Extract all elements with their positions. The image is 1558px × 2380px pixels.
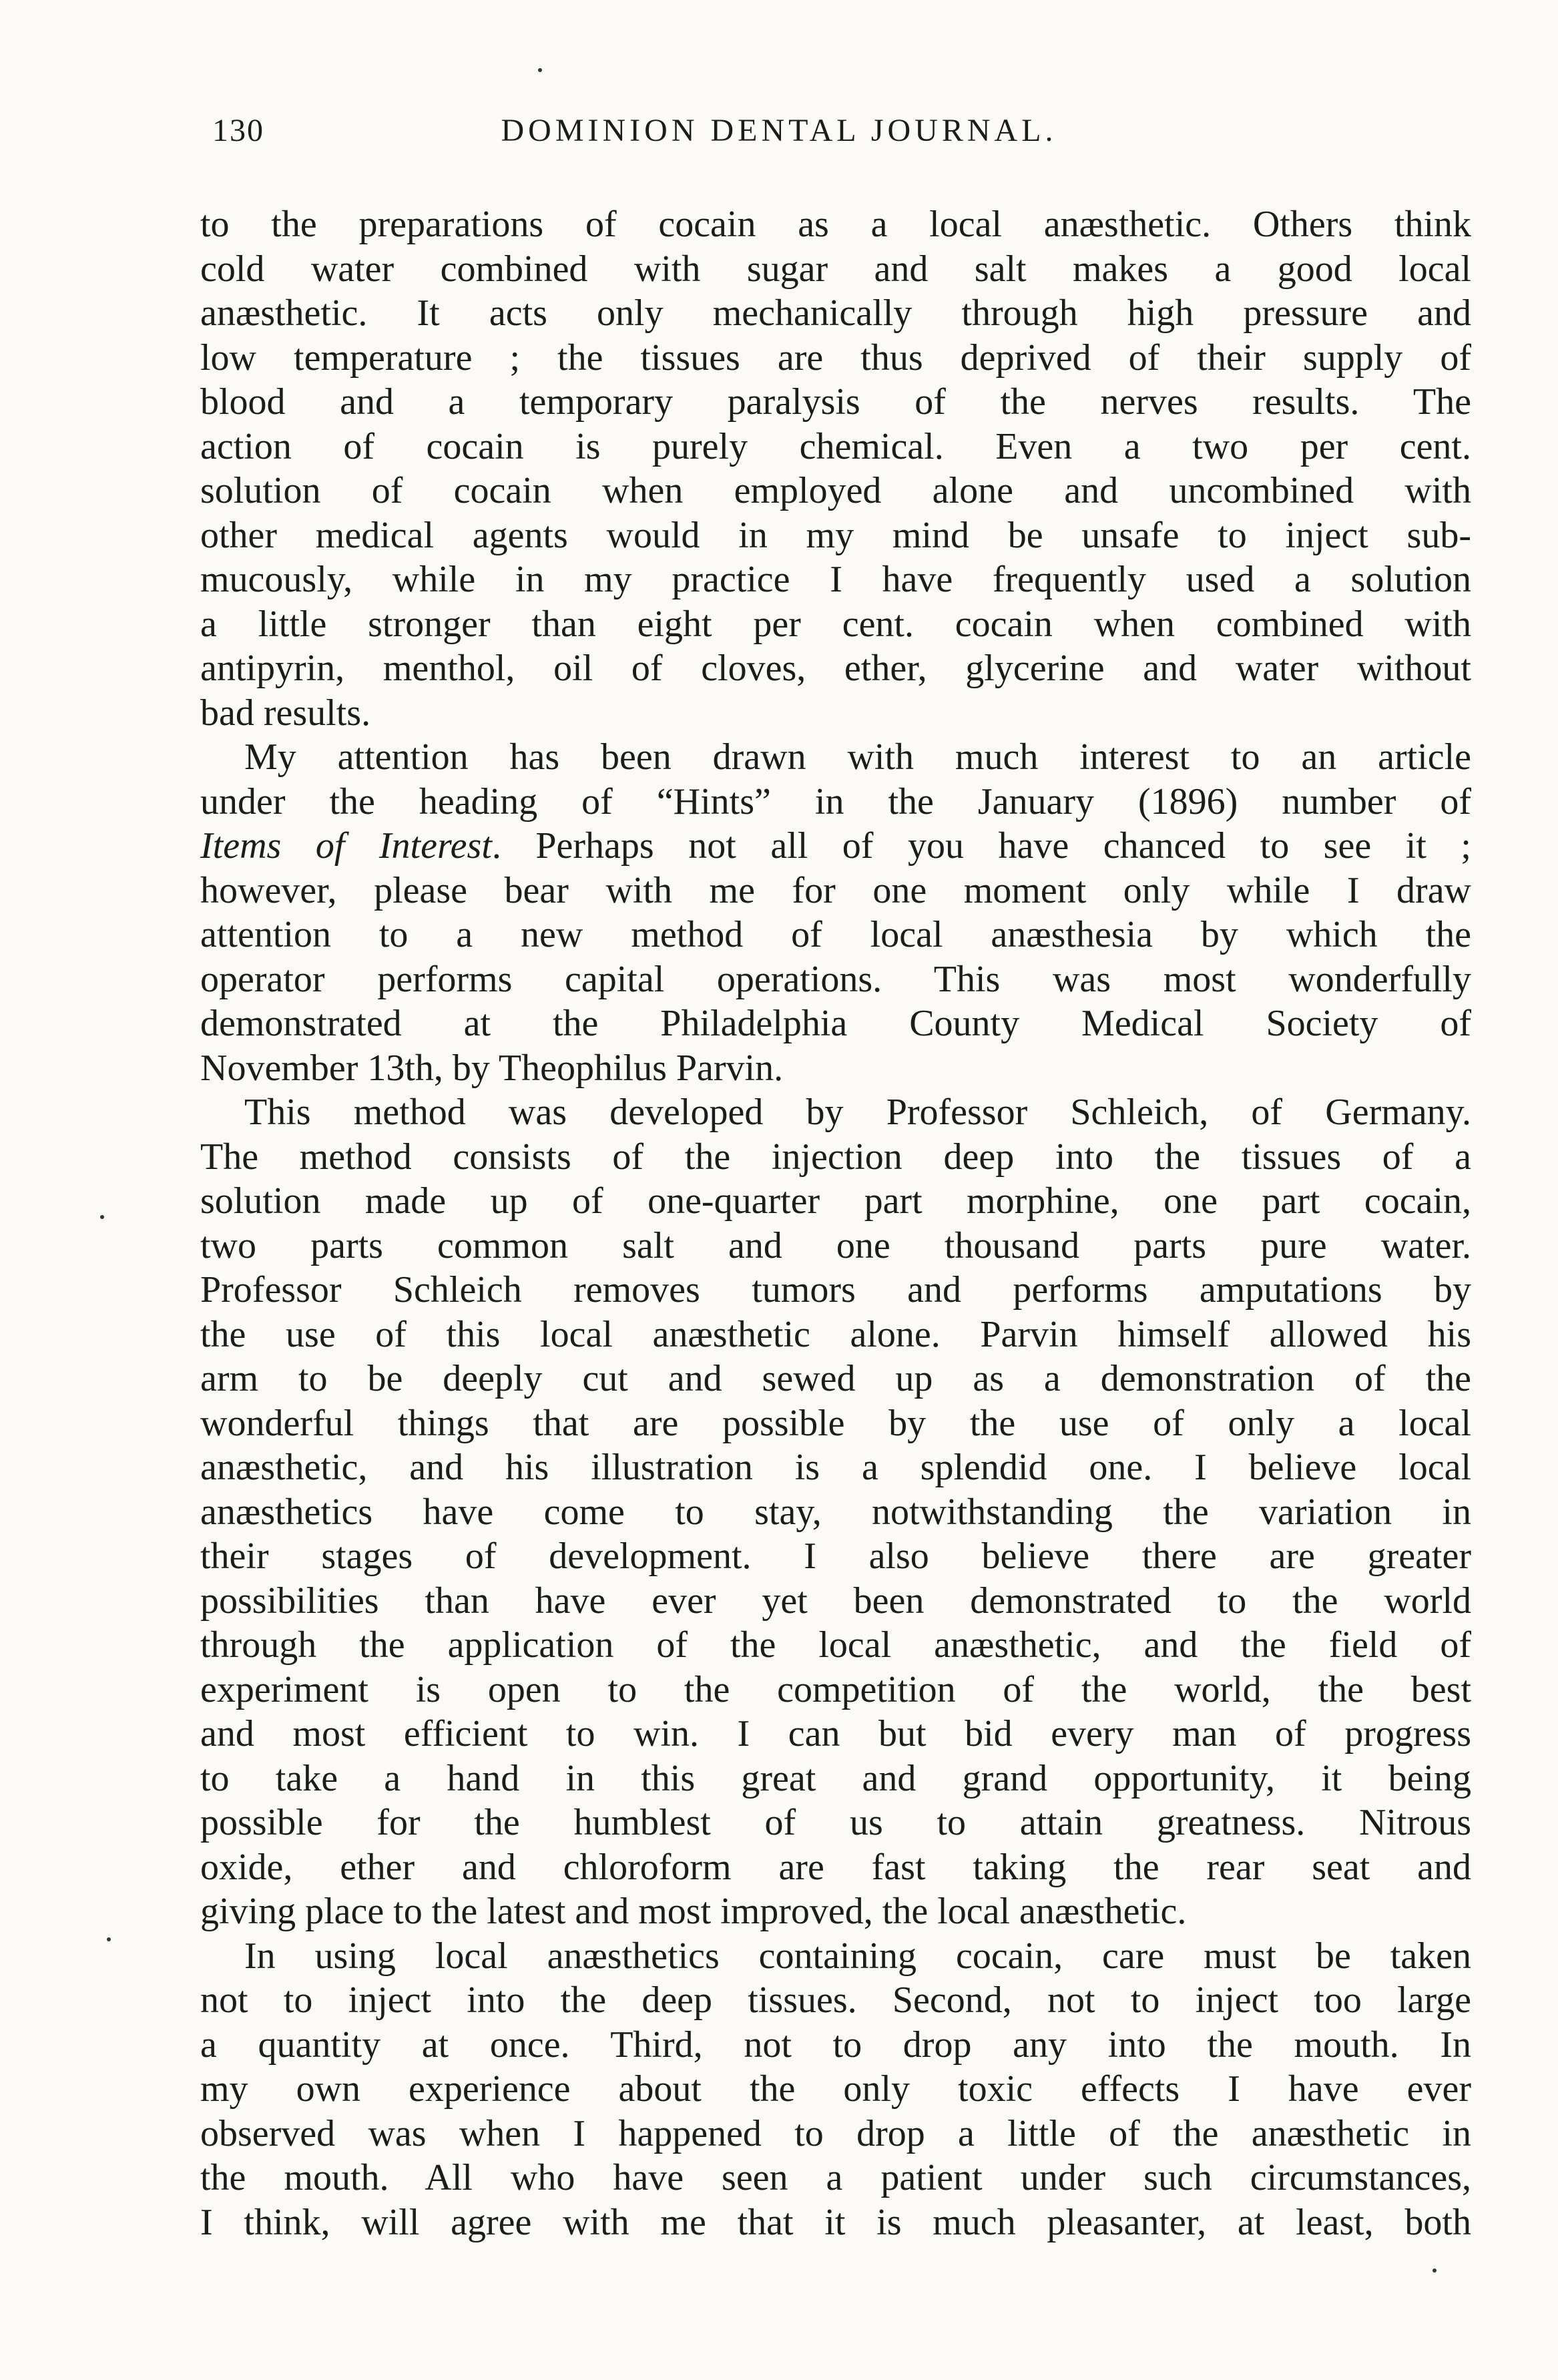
text-line: The method consists of the injection deep into the tissues of a — [200, 1136, 1471, 1178]
text-line: Items of Interest. Perhaps not all of you have chanced to see it ; — [200, 825, 1471, 867]
text-line: I think, will agree with me that it is much pleasanter, at least, both — [200, 2201, 1471, 2243]
text-line: the mouth. All who have seen a patient under such circumstances, — [200, 2157, 1471, 2198]
text-line: a quantity at once. Third, not to drop any into the mouth. In — [200, 2024, 1471, 2066]
text-line: solution of cocain when employed alone and uncombined with — [200, 470, 1471, 511]
text-line: under the heading of “Hints” in the January (1896) number of — [200, 780, 1471, 822]
text-line: My attention has been drawn with much interest to an article — [244, 736, 1471, 778]
text-line: other medical agents would in my mind be unsafe to inject sub- — [200, 514, 1471, 556]
text-line: to take a hand in this great and grand opportunity, it being — [200, 1757, 1471, 1799]
text-line: experiment is open to the competition of the world, the best — [200, 1668, 1471, 1710]
text-line: action of cocain is purely chemical. Even a two per cent. — [200, 425, 1471, 467]
text-line: to the preparations of cocain as a local anæsthetic. Others think — [200, 204, 1471, 245]
text-line: solution made up of one-quarter part morphine, one part cocain, — [200, 1180, 1471, 1222]
text-line: through the application of the local anæsthetic, and the field of — [200, 1624, 1471, 1666]
text-line: Professor Schleich removes tumors and performs amputations by — [200, 1269, 1471, 1311]
running-head: DOMINION DENTAL JOURNAL. — [501, 113, 1057, 148]
paper-speck — [538, 68, 542, 72]
text-line: my own experience about the only toxic effects I have ever — [200, 2068, 1471, 2110]
text-line: antipyrin, menthol, oil of cloves, ether, glycerine and water without — [200, 648, 1471, 689]
text-line: low temperature ; the tissues are thus deprived of their supply of — [200, 336, 1471, 379]
text-line: anæsthetics have come to stay, notwithstanding the variation in — [200, 1491, 1471, 1533]
text-line: their stages of development. I also believe there are greater — [200, 1535, 1471, 1577]
text-line: In using local anæsthetics containing cocain, care must be taken — [244, 1935, 1471, 1977]
paper-speck — [107, 1937, 111, 1941]
body-text — [200, 202, 1471, 2244]
text-line: arm to be deeply cut and sewed up as a demonstration of the — [200, 1358, 1471, 1399]
text-line: observed was when I happened to drop a little of the anæsthetic in — [200, 2112, 1471, 2154]
text-line: November 13th, by Theophilus Parvin. — [200, 1047, 784, 1089]
text-line: possibilities than have ever yet been demonstrated to the world — [200, 1580, 1471, 1622]
text-line: wonderful things that are possible by the use of only a local — [200, 1402, 1471, 1444]
text-line: not to inject into the deep tissues. Second, not to inject too large — [200, 1979, 1471, 2021]
text-line: cold water combined with sugar and salt makes a good local — [200, 248, 1471, 290]
text-line: bad results. — [200, 692, 371, 734]
text-line: operator performs capital operations. This was most wonderfully — [200, 958, 1471, 1000]
text-line: anæsthetic. It acts only mechanically through high pressure and — [200, 292, 1471, 334]
text-line: and most efficient to win. I can but bid every man of progress — [200, 1713, 1471, 1754]
text-line: attention to a new method of local anæsthesia by which the — [200, 914, 1471, 955]
text-line: oxide, ether and chloroform are fast taking the rear seat and — [200, 1846, 1471, 1888]
text-line: possible for the humblest of us to attain greatness. Nitrous — [200, 1802, 1471, 1843]
text-line: blood and a temporary paralysis of the nerves results. The — [200, 381, 1471, 423]
text-line: giving place to the latest and most improved, the local anæsthetic. — [200, 1891, 1187, 1932]
text-line: mucously, while in my practice I have frequently used a solution — [200, 559, 1471, 600]
text-line: This method was developed by Professor Schleich, of Germany. — [244, 1092, 1471, 1133]
text-line: anæsthetic, and his illustration is a splendid one. I believe local — [200, 1447, 1471, 1488]
text-line: two parts common salt and one thousand parts pure water. — [200, 1224, 1471, 1266]
text-line: however, please bear with me for one moment only while I draw — [200, 869, 1471, 911]
page-number: 130 — [212, 113, 264, 148]
text-line: a little stronger than eight per cent. cocain when combined with — [200, 603, 1471, 645]
text-line: the use of this local anæsthetic alone. Parvin himself allowed his — [200, 1313, 1471, 1355]
paper-speck — [100, 1215, 104, 1219]
paper-speck — [1433, 2269, 1437, 2273]
text-line: demonstrated at the Philadelphia County Medical Society of — [200, 1003, 1471, 1044]
